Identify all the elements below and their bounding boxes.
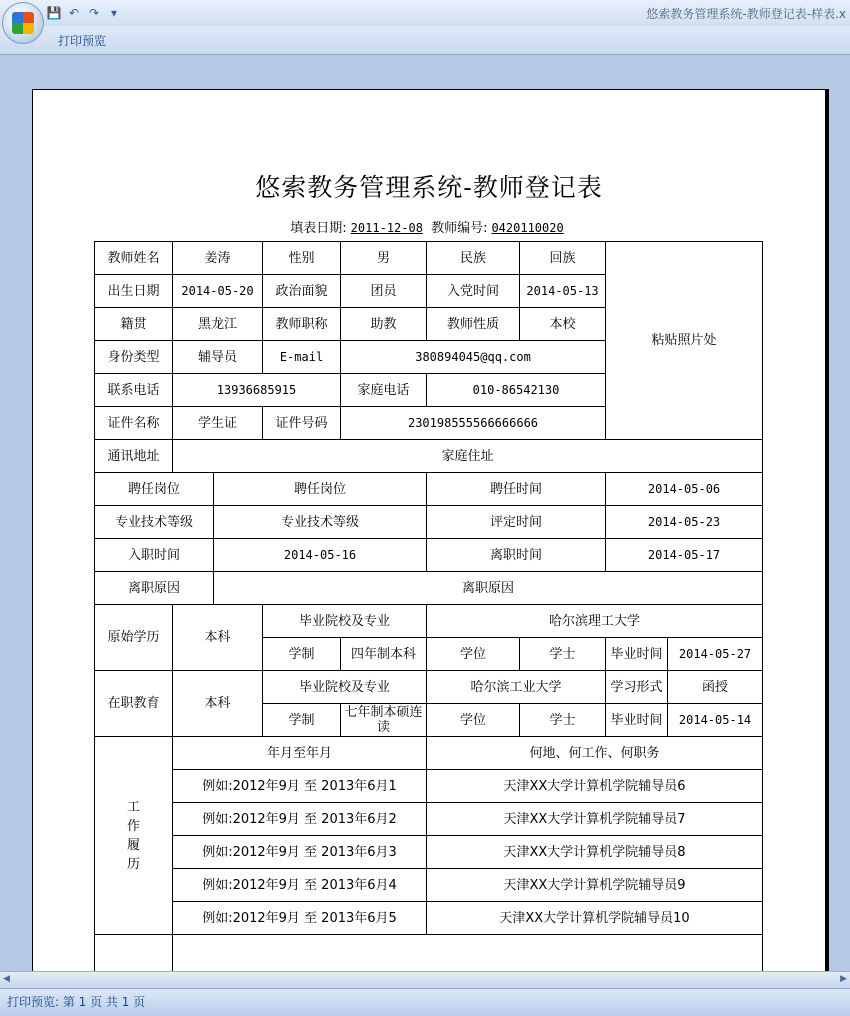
cell: 年月至年月 <box>173 737 427 770</box>
table-row <box>95 473 763 506</box>
cell: 010-86542130 <box>427 374 606 407</box>
cell: 评定时间 <box>427 506 606 539</box>
cell: 例如:2012年9月 至 2013年6月3 <box>173 836 427 869</box>
quick-access-toolbar <box>46 4 122 22</box>
table-row <box>95 605 763 638</box>
cell: 毕业时间 <box>606 704 668 737</box>
cell: 七年制本硕连读 <box>341 704 427 737</box>
cell: 姜涛 <box>173 242 263 275</box>
cell: 天津XX大学计算机学院辅导员9 <box>427 869 763 902</box>
table-row <box>95 803 763 836</box>
cell: 性别 <box>263 242 341 275</box>
cell: 聘任岗位 <box>95 473 214 506</box>
cell: 例如:2012年9月 至 2013年6月2 <box>173 803 427 836</box>
cell: 原始学历 <box>95 605 173 671</box>
table-row <box>95 770 763 803</box>
cell: 离职原因 <box>214 572 763 605</box>
cell: 学位 <box>427 704 520 737</box>
cell: 何地、何工作、何职务 <box>427 737 763 770</box>
cell: 联系电话 <box>95 374 173 407</box>
work-label-char: 工 <box>126 799 140 815</box>
cell: 毕业院校及专业 <box>263 671 427 704</box>
cell: 天津XX大学计算机学院辅导员10 <box>427 902 763 935</box>
cell: 学制 <box>263 638 341 671</box>
status-text: 打印预览: 第 1 页 共 1 页 <box>7 995 146 1009</box>
cell: 学士 <box>520 704 606 737</box>
cell: 学习形式 <box>606 671 668 704</box>
table-row <box>95 572 763 605</box>
number-label: 教师编号: <box>431 221 488 236</box>
cell: 本校 <box>520 308 606 341</box>
status-bar <box>0 988 850 1016</box>
date-value: 2011-12-08 <box>350 221 423 235</box>
cell: 黑龙江 <box>173 308 263 341</box>
cell: 学制 <box>263 704 341 737</box>
cell: 哈尔滨工业大学 <box>427 671 606 704</box>
work-history-label <box>95 737 173 935</box>
form-meta <box>33 217 825 236</box>
cell: 学生证 <box>173 407 263 440</box>
cell: 哈尔滨理工大学 <box>427 605 763 638</box>
cell: 四年制本科 <box>341 638 427 671</box>
table-row <box>95 671 763 704</box>
table-row <box>95 902 763 935</box>
cell: 专业技术等级 <box>95 506 214 539</box>
cell: 教师姓名 <box>95 242 173 275</box>
scroll-right-icon[interactable]: ▶ <box>840 974 847 984</box>
cell: 聘任岗位 <box>214 473 427 506</box>
cell: 辅导员 <box>173 341 263 374</box>
cell: 聘任时间 <box>427 473 606 506</box>
table-row <box>95 737 763 770</box>
cell: 2014-05-14 <box>668 704 763 737</box>
page-title: 悠索教务管理系统-教师登记表 <box>255 173 603 202</box>
cell: 团员 <box>341 275 427 308</box>
cell: 天津XX大学计算机学院辅导员8 <box>427 836 763 869</box>
work-label-char: 历 <box>126 856 140 872</box>
cell: 通讯地址 <box>95 440 173 473</box>
cell: 证件名称 <box>95 407 173 440</box>
cell: 家庭电话 <box>341 374 427 407</box>
cell: 2014-05-23 <box>606 506 763 539</box>
cell: 入党时间 <box>427 275 520 308</box>
tab-print-preview[interactable]: 打印预览 <box>58 34 107 48</box>
cell: 2014-05-06 <box>606 473 763 506</box>
cell: 在职教育 <box>95 671 173 737</box>
table-row <box>95 539 763 572</box>
cell: 函授 <box>668 671 763 704</box>
window-title: 悠索教务管理系统-教师登记表-样表.x <box>646 7 846 21</box>
cell: 身份类型 <box>95 341 173 374</box>
cell: 教师职称 <box>263 308 341 341</box>
cell: 入职时间 <box>95 539 214 572</box>
cell: 政治面貌 <box>263 275 341 308</box>
cell: E-mail <box>263 341 341 374</box>
cell: 出生日期 <box>95 275 173 308</box>
registration-table <box>94 241 763 991</box>
cell: 230198555566666666 <box>341 407 606 440</box>
redo-icon[interactable]: ↷ <box>88 6 100 20</box>
cell: 证件号码 <box>263 407 341 440</box>
scroll-left-icon[interactable]: ◀ <box>3 974 10 984</box>
work-label-char: 作 <box>126 818 140 834</box>
cell: 学位 <box>427 638 520 671</box>
cell: 助教 <box>341 308 427 341</box>
number-value: 0420110020 <box>491 221 564 235</box>
cell: 2014-05-17 <box>606 539 763 572</box>
cell: 2014-05-13 <box>520 275 606 308</box>
print-page <box>32 89 826 991</box>
cell: 专业技术等级 <box>214 506 427 539</box>
cell: 本科 <box>173 605 263 671</box>
table-row <box>95 242 763 275</box>
cell: 离职时间 <box>427 539 606 572</box>
cell: 家庭住址 <box>173 440 763 473</box>
cell: 教师性质 <box>427 308 520 341</box>
office-button[interactable] <box>2 2 44 44</box>
title-bar <box>0 0 850 26</box>
office-logo-icon <box>12 12 34 34</box>
cell: 毕业院校及专业 <box>263 605 427 638</box>
cell: 天津XX大学计算机学院辅导员7 <box>427 803 763 836</box>
cell: 民族 <box>427 242 520 275</box>
undo-icon[interactable]: ↶ <box>68 6 80 20</box>
cell: 男 <box>341 242 427 275</box>
cell: 380894045@qq.com <box>341 341 606 374</box>
cell: 本科 <box>173 671 263 737</box>
photo-area: 粘贴照片处 <box>606 242 763 440</box>
cell: 籍贯 <box>95 308 173 341</box>
cell: 13936685915 <box>173 374 341 407</box>
work-label-char: 履 <box>126 837 140 853</box>
table-row <box>95 506 763 539</box>
save-icon[interactable]: 💾 <box>46 6 62 20</box>
cell: 2014-05-20 <box>173 275 263 308</box>
table-row <box>95 836 763 869</box>
dropdown-icon[interactable]: ▾ <box>110 6 118 20</box>
ribbon <box>0 26 850 55</box>
cell: 2014-05-27 <box>668 638 763 671</box>
cell: 离职原因 <box>95 572 214 605</box>
cell: 例如:2012年9月 至 2013年6月4 <box>173 869 427 902</box>
table-row <box>95 440 763 473</box>
cell: 例如:2012年9月 至 2013年6月1 <box>173 770 427 803</box>
table-row <box>95 869 763 902</box>
cell: 天津XX大学计算机学院辅导员6 <box>427 770 763 803</box>
cell: 例如:2012年9月 至 2013年6月5 <box>173 902 427 935</box>
horizontal-scrollbar[interactable] <box>0 971 850 989</box>
date-label: 填表日期: <box>290 221 347 236</box>
cell: 毕业时间 <box>606 638 668 671</box>
cell: 学士 <box>520 638 606 671</box>
cell: 回族 <box>520 242 606 275</box>
cell: 2014-05-16 <box>214 539 427 572</box>
